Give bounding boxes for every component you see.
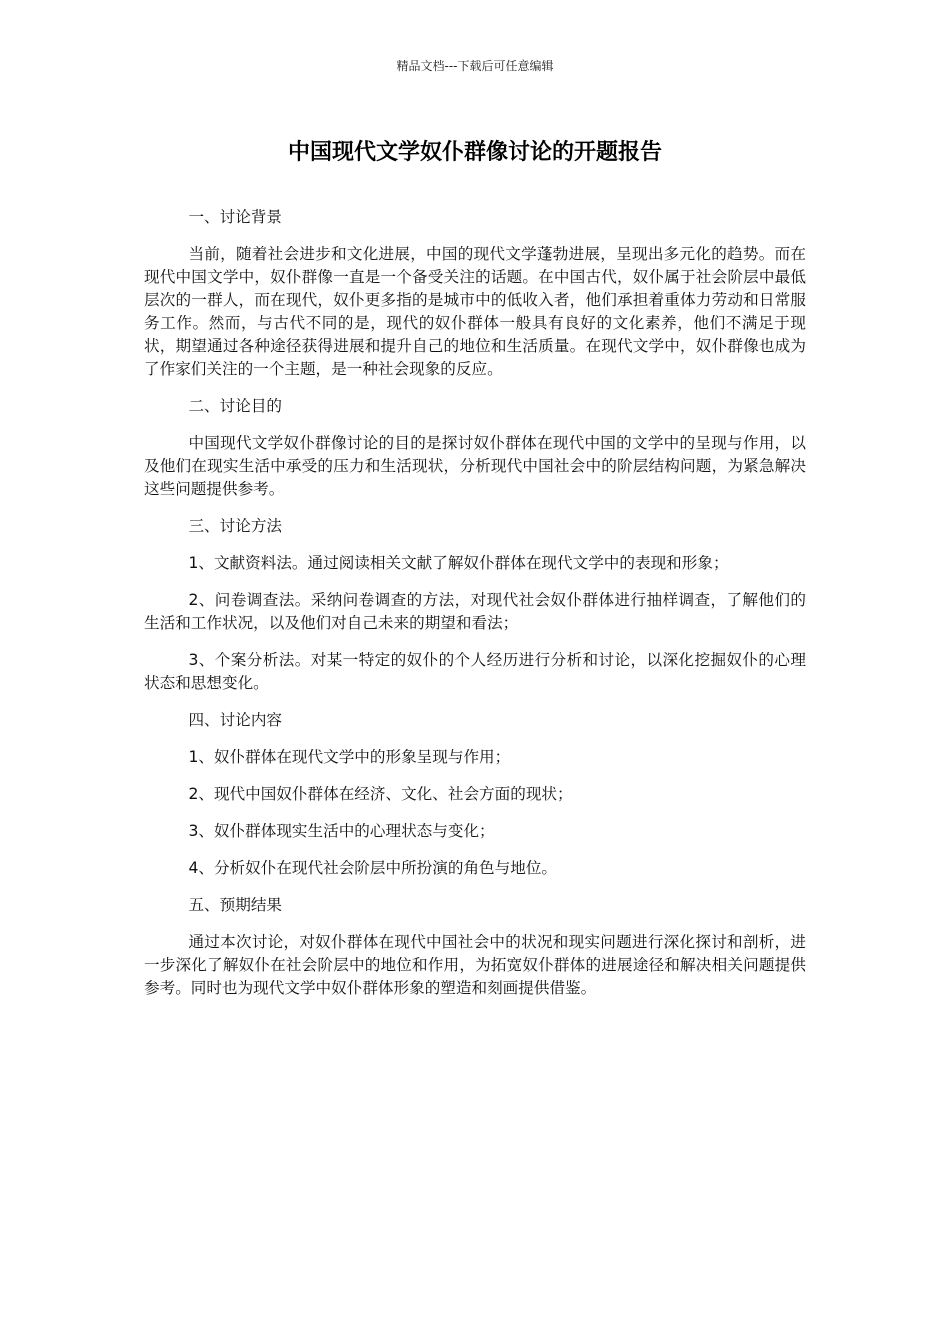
paragraph-background: 当前，随着社会进步和文化进展，中国的现代文学蓬勃进展，呈现出多元化的趋势。而在现代中国文学中，奴仆群像一直是一个备受关注的话题。在中国古代，奴仆属于社会阶层中最低层次的一群人，而在现代，奴仆更多指的是城市中的低收入者，他们承担着重体力劳动和日常服务工作。然而，与古代不同的是，现代的奴仆群体一般具有良好的文化素养，他们不满足于现状，期望通过各种途径获得进展和提升自己的地位和生活质量。在现代文学中，奴仆群像也成为了作家们关注的一个主题，是一种社会现象的反应。 [144, 245, 806, 378]
document-body [144, 206, 806, 1014]
section-heading-content: 四、讨论内容 [188, 711, 283, 729]
method-item-3: 3、个案分析法。对某一特定的奴仆的个人经历进行分析和讨论，以深化挖掘奴仆的心理状态和思想变化。 [144, 651, 806, 692]
section-heading-purpose: 二、讨论目的 [188, 397, 283, 415]
content-item-3: 3、奴仆群体现实生活中的心理状态与变化； [188, 822, 495, 840]
method-item-1: 1、文献资料法。通过阅读相关文献了解奴仆群体在现代文学中的表现和形象； [188, 554, 729, 572]
content-item-1: 1、奴仆群体在现代文学中的形象呈现与作用； [188, 748, 511, 766]
section-heading-methods: 三、讨论方法 [188, 517, 283, 535]
section-heading-background: 一、讨论背景 [188, 208, 283, 226]
section-heading-results: 五、预期结果 [188, 896, 283, 914]
paragraph-purpose: 中国现代文学奴仆群像讨论的目的是探讨奴仆群体在现代中国的文学中的呈现与作用，以及他们在现实生活中承受的压力和生活现状，分析现代中国社会中的阶层结构问题，为紧急解决这些问题提供参考。 [144, 434, 806, 498]
document-title: 中国现代文学奴仆群像讨论的开题报告 [287, 140, 662, 165]
method-item-2: 2、问卷调查法。采纳问卷调查的方法，对现代社会奴仆群体进行抽样调查，了解他们的生活和工作状况，以及他们对自己未来的期望和看法； [144, 591, 806, 632]
header-note: 精品文档---下载后可任意编辑 [396, 59, 554, 73]
content-item-2: 2、现代中国奴仆群体在经济、文化、社会方面的现状； [188, 785, 573, 803]
paragraph-results: 通过本次讨论，对奴仆群体在现代中国社会中的状况和现实问题进行深化探讨和剖析，进一步深化了解奴仆在社会阶层中的地位和作用，为拓宽奴仆群体的进展途径和解决相关问题提供参考。同时也为现代文学中奴仆群体形象的塑造和刻画提供借鉴。 [144, 933, 806, 997]
content-item-4: 4、分析奴仆在现代社会阶层中所扮演的角色与地位。 [188, 859, 558, 877]
